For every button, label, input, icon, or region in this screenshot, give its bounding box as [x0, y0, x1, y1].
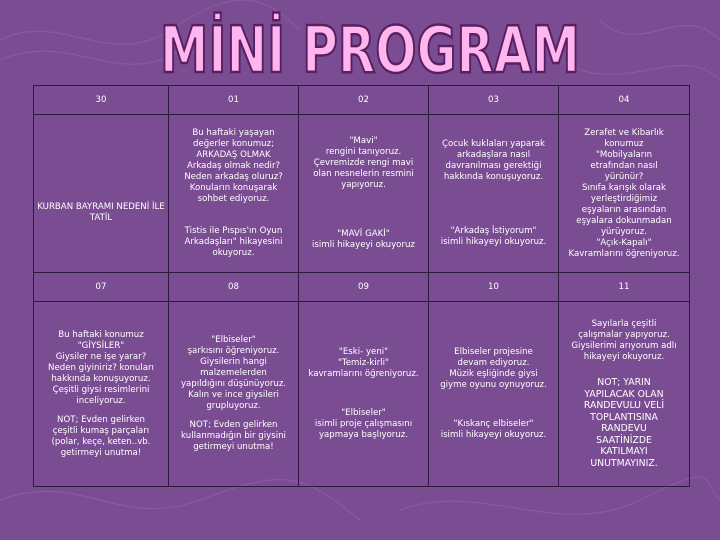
text-line: "Elbiseler" — [211, 335, 256, 345]
text-line: Sayılarla çeşitli — [591, 319, 657, 329]
text-line: getirmeyi unutma! — [193, 442, 274, 452]
text-line: sohbet ediyoruz. — [197, 193, 270, 204]
activity-cell — [299, 302, 429, 487]
text-line: kavramlarını öğreniyoruz. — [308, 369, 419, 379]
text-line: Çocuk kuklaları yaparak — [441, 138, 546, 149]
text-line: NOT; YARIN — [597, 377, 651, 388]
page-title — [150, 6, 713, 88]
text-line: hakkında konuşuyoruz. — [51, 373, 151, 384]
text-line: çalışmalar yapıyoruz. — [578, 330, 670, 340]
text-line: RANDEVULU VELİ — [583, 400, 665, 411]
text-line: eşyaların arasından — [581, 204, 667, 215]
text-line: Arkadaş olmak nedir? — [186, 160, 281, 171]
text-line: yerleştirdiğimiz — [590, 193, 658, 204]
week1-activities-row — [34, 115, 690, 273]
text-line: TOPLANTISINA — [590, 411, 658, 423]
day-number: 09 — [299, 273, 429, 302]
text-line: devam ediyoruz. — [457, 358, 530, 368]
text-line: Çevremizde rengi mavi — [313, 158, 414, 168]
activity-cell — [559, 115, 690, 273]
activity-cell — [429, 302, 559, 487]
text-line: Giysilerin hangi — [200, 357, 267, 367]
text-line: Bu haftaki yaşayan — [192, 127, 275, 138]
text-line: hakkında konuşuyoruz. — [443, 171, 544, 182]
text-line: arkadaşlara nasıl — [456, 149, 531, 160]
day-number: 01 — [169, 86, 299, 115]
text-line: yürünür? — [604, 171, 644, 182]
text-line: Kalın ve ince giysileri — [188, 390, 279, 400]
text-line: çeşitli kumaş parçaları — [52, 425, 150, 436]
text-line: KATILMAYI — [600, 446, 648, 457]
text-line: Müzik eşliğinde giysi — [449, 369, 538, 379]
text-line: UNUTMAYINIZ. — [590, 457, 658, 469]
text-line: isimli hikayeyi okuyoruz — [312, 240, 415, 250]
activity-cell — [559, 302, 690, 487]
program-table — [33, 85, 690, 487]
text-line: yapmaya başlıyoruz. — [318, 430, 409, 440]
text-line: kullanmadığın bir giysini — [181, 431, 286, 441]
text-line: isimli hikayeyi okuyoruz. — [440, 430, 547, 440]
day-number: 11 — [559, 273, 690, 302]
week2-days-row — [34, 273, 690, 302]
week1-days-row — [34, 86, 690, 115]
text-line: konumuz — [604, 138, 644, 149]
week2-activities-row — [34, 302, 690, 487]
holiday-text: KURBAN BAYRAMI NEDENİ İLE TATİL — [37, 201, 165, 223]
text-line: inceliyoruz. — [76, 395, 126, 406]
activity-cell — [169, 302, 299, 487]
text-line: Zerafet ve Kibarlık — [584, 127, 664, 138]
day-number: 07 — [34, 273, 169, 302]
text-line: "Kıskanç elbiseler" — [453, 419, 534, 429]
text-line: getirmeyi unutma! — [60, 447, 142, 458]
text-line: NOT; Evden gelirken — [189, 420, 278, 430]
holiday-cell — [34, 115, 169, 273]
text-line: "Mavi" — [349, 136, 378, 146]
text-line: Sınıfa karışık olarak — [582, 182, 666, 193]
text-line: "GİYSİLER" — [77, 340, 125, 351]
text-line: "Arkadaş İstiyorum" — [450, 226, 537, 237]
title-wordart — [150, 6, 713, 88]
text-line: yapıldığını düşünüyoruz. — [180, 379, 287, 389]
text-line: yürüyoruz. — [600, 226, 648, 237]
text-line: YAPILACAK OLAN — [584, 388, 664, 400]
text-line: NOT; Evden gelirken — [57, 414, 145, 425]
text-line: etrafından nasıl — [590, 160, 658, 171]
day-number: 03 — [429, 86, 559, 115]
text-line: Giysilerimi arıyorum adlı — [571, 341, 677, 351]
text-line: isimli hikayeyi okuyoruz. — [440, 237, 547, 248]
text-line: Neden arkadaş oluruz? — [184, 171, 283, 182]
text-line: okuyoruz. — [212, 248, 255, 259]
day-number: 02 — [299, 86, 429, 115]
text-line: SAATİNİZDE — [596, 434, 652, 446]
text-line: (polar, keçe, keten..vb. — [51, 436, 151, 447]
text-line: "Elbiseler" — [341, 408, 386, 418]
title-text: MİNİ PROGRAM — [160, 14, 713, 88]
text-line: grupluyoruz. — [206, 401, 261, 411]
text-line: Tistis ile Pıspıs'ın Oyun — [184, 226, 283, 237]
text-line: olan nesnelerin resmini — [313, 169, 414, 179]
activity-cell — [429, 115, 559, 273]
text-line: hikayeyi okuyoruz. — [583, 352, 665, 362]
text-line: malzemelerden — [200, 368, 267, 378]
text-line: isimli proje çalışmasını — [314, 419, 413, 429]
text-line: şarkısını öğreniyoruz. — [187, 346, 280, 356]
text-line: değerler konumuz; — [192, 138, 274, 149]
meeting-note — [562, 377, 686, 469]
text-line: "Temiz-kirli" — [337, 358, 390, 368]
activity-cell — [169, 115, 299, 273]
text-line: eşyalara dokunmadan — [576, 215, 672, 226]
text-line: "Açık-Kapalı" — [596, 237, 652, 248]
day-number: 30 — [34, 86, 169, 115]
activity-cell — [34, 302, 169, 487]
text-line: Neden giyiniriz? konuları — [48, 362, 154, 373]
day-number: 10 — [429, 273, 559, 302]
text-line: giyme oyunu oynuyoruz. — [440, 380, 547, 390]
day-number: 04 — [559, 86, 690, 115]
text-line: "Eski- yeni" — [338, 347, 389, 357]
day-number: 08 — [169, 273, 299, 302]
text-line: Kavramlarını öğreniyoruz. — [568, 248, 680, 259]
text-line: Bu haftaki konumuz — [58, 329, 144, 340]
text-line: Giysiler ne işe yarar? — [55, 351, 147, 362]
text-line: Elbiseler projesine — [454, 347, 533, 357]
text-line: "Mobilyaların — [595, 149, 653, 160]
text-line: rengini tanıyoruz. — [325, 147, 402, 157]
text-line: Konuların konuşarak — [189, 182, 278, 193]
text-line: "MAVİ GAKİ" — [337, 229, 390, 239]
activity-cell — [299, 115, 429, 273]
text-line: RANDEVU — [601, 423, 647, 434]
text-line: davranılması gerektiği — [445, 160, 542, 171]
text-line: ARKADAŞ OLMAK — [196, 149, 271, 160]
text-line: Çeşitli giysi resimlerini — [52, 384, 150, 395]
text-line: yapıyoruz. — [341, 180, 386, 190]
text-line: Arkadaşları" hikayesini — [184, 237, 283, 248]
